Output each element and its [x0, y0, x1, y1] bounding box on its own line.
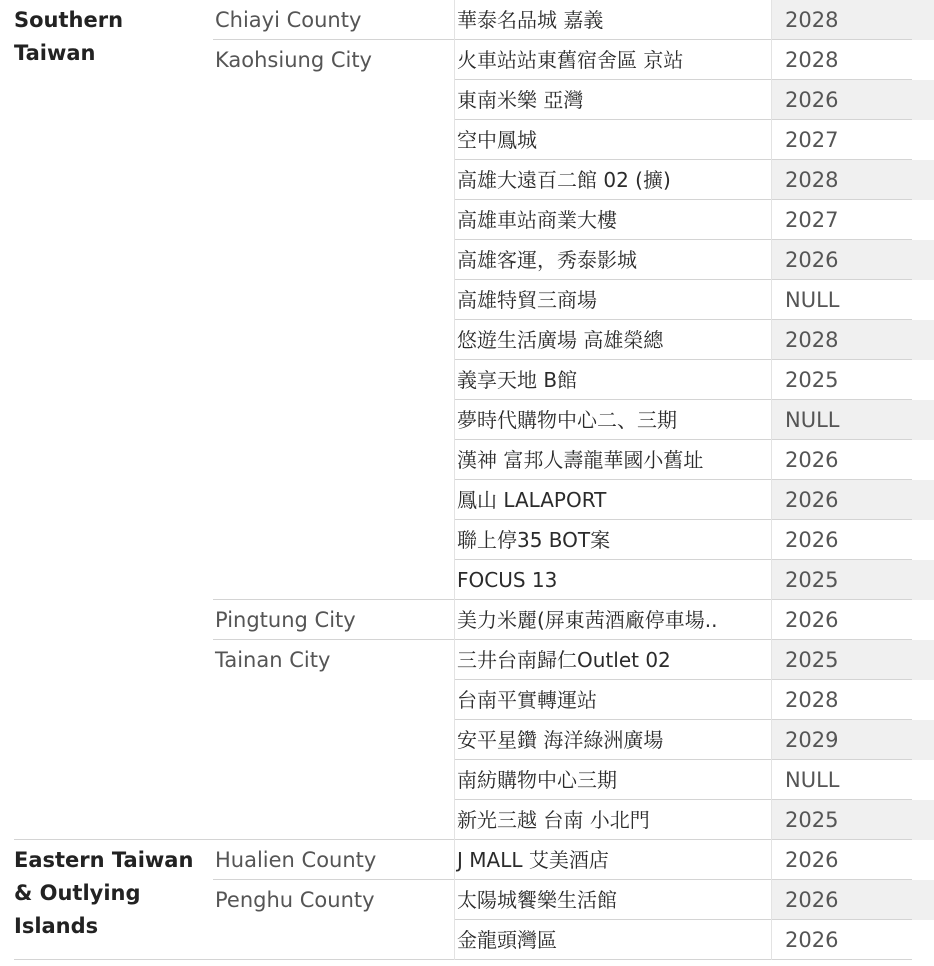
mall-name-cell: 鳳山 LALAPORT — [457, 488, 607, 512]
opening-year-cell: 2026 — [785, 608, 839, 632]
mall-name-cell: 夢時代購物中心二、三期 — [457, 408, 677, 432]
opening-year-cell: 2028 — [785, 688, 839, 712]
mall-name-cell: 高雄客運，秀泰影城 — [457, 248, 637, 272]
mall-name-cell: J MALL 艾美酒店 — [457, 848, 609, 872]
opening-year-cell: 2026 — [785, 888, 839, 912]
mall-name-cell: 南紡購物中心三期 — [457, 768, 617, 792]
opening-year-cell: NULL — [785, 288, 840, 312]
opening-year-cell: 2027 — [785, 128, 839, 152]
city-name-cell: Kaohsiung City — [215, 48, 372, 72]
mall-name-cell: 東南米樂 亞灣 — [457, 88, 584, 112]
mall-name-cell: 美力米麗(屏東茜酒廠停車場.. — [457, 608, 718, 632]
opening-year-cell: 2026 — [785, 448, 839, 472]
mall-name-cell: FOCUS 13 — [457, 568, 558, 592]
opening-year-cell: 2026 — [785, 848, 839, 872]
opening-year-cell: NULL — [785, 408, 840, 432]
opening-year-cell: 2026 — [785, 928, 839, 952]
opening-year-cell: 2028 — [785, 48, 839, 72]
opening-year-cell: 2026 — [785, 88, 839, 112]
opening-year-cell: 2027 — [785, 208, 839, 232]
region-name-cell: Southern Taiwan — [14, 8, 124, 65]
column-divider — [454, 0, 455, 960]
mall-name-cell: 義享天地 B館 — [457, 368, 578, 392]
mall-name-cell: 漢神 富邦人壽龍華國小舊址 — [457, 448, 704, 472]
city-name-cell: Chiayi County — [215, 8, 362, 32]
mall-name-cell: 太陽城饗樂生活館 — [457, 888, 617, 912]
opening-year-cell: 2028 — [785, 8, 839, 32]
opening-year-cell: 2025 — [785, 808, 839, 832]
mall-name-cell: 新光三越 台南 小北門 — [457, 808, 650, 832]
region-divider — [14, 959, 912, 960]
mall-name-cell: 台南平實轉運站 — [457, 688, 597, 712]
region-name-cell: Eastern Taiwan & Outlying Islands — [14, 848, 194, 938]
mall-name-cell: 空中鳳城 — [457, 128, 537, 152]
mall-name-cell: 華泰名品城 嘉義 — [457, 8, 604, 32]
mall-name-cell: 金龍頭灣區 — [457, 928, 557, 952]
opening-year-cell: 2026 — [785, 488, 839, 512]
mall-name-cell: 聯上停35 BOT案 — [457, 528, 611, 552]
mall-name-cell: 悠遊生活廣場 高雄榮總 — [457, 328, 664, 352]
city-name-cell: Penghu County — [215, 888, 375, 912]
mall-name-cell: 高雄特貿三商場 — [457, 288, 597, 312]
opening-year-cell: 2029 — [785, 728, 839, 752]
mall-name-cell: 高雄大遠百二館 02 (擴) — [457, 168, 671, 192]
opening-year-cell: 2028 — [785, 168, 839, 192]
city-name-cell: Hualien County — [215, 848, 377, 872]
opening-year-cell: 2025 — [785, 568, 839, 592]
mall-name-cell: 安平星鑽 海洋綠洲廣場 — [457, 728, 664, 752]
column-divider — [771, 0, 772, 960]
opening-year-cell: 2025 — [785, 368, 839, 392]
mall-name-cell: 高雄車站商業大樓 — [457, 208, 617, 232]
opening-year-cell: 2026 — [785, 248, 839, 272]
city-name-cell: Tainan City — [215, 648, 331, 672]
opening-year-cell: NULL — [785, 768, 840, 792]
mall-name-cell: 火車站站東舊宿舍區 京站 — [457, 48, 684, 72]
mall-name-cell: 三井台南歸仁Outlet 02 — [457, 648, 671, 672]
opening-year-cell: 2028 — [785, 328, 839, 352]
city-name-cell: Pingtung City — [215, 608, 356, 632]
opening-year-cell: 2025 — [785, 648, 839, 672]
opening-year-cell: 2026 — [785, 528, 839, 552]
